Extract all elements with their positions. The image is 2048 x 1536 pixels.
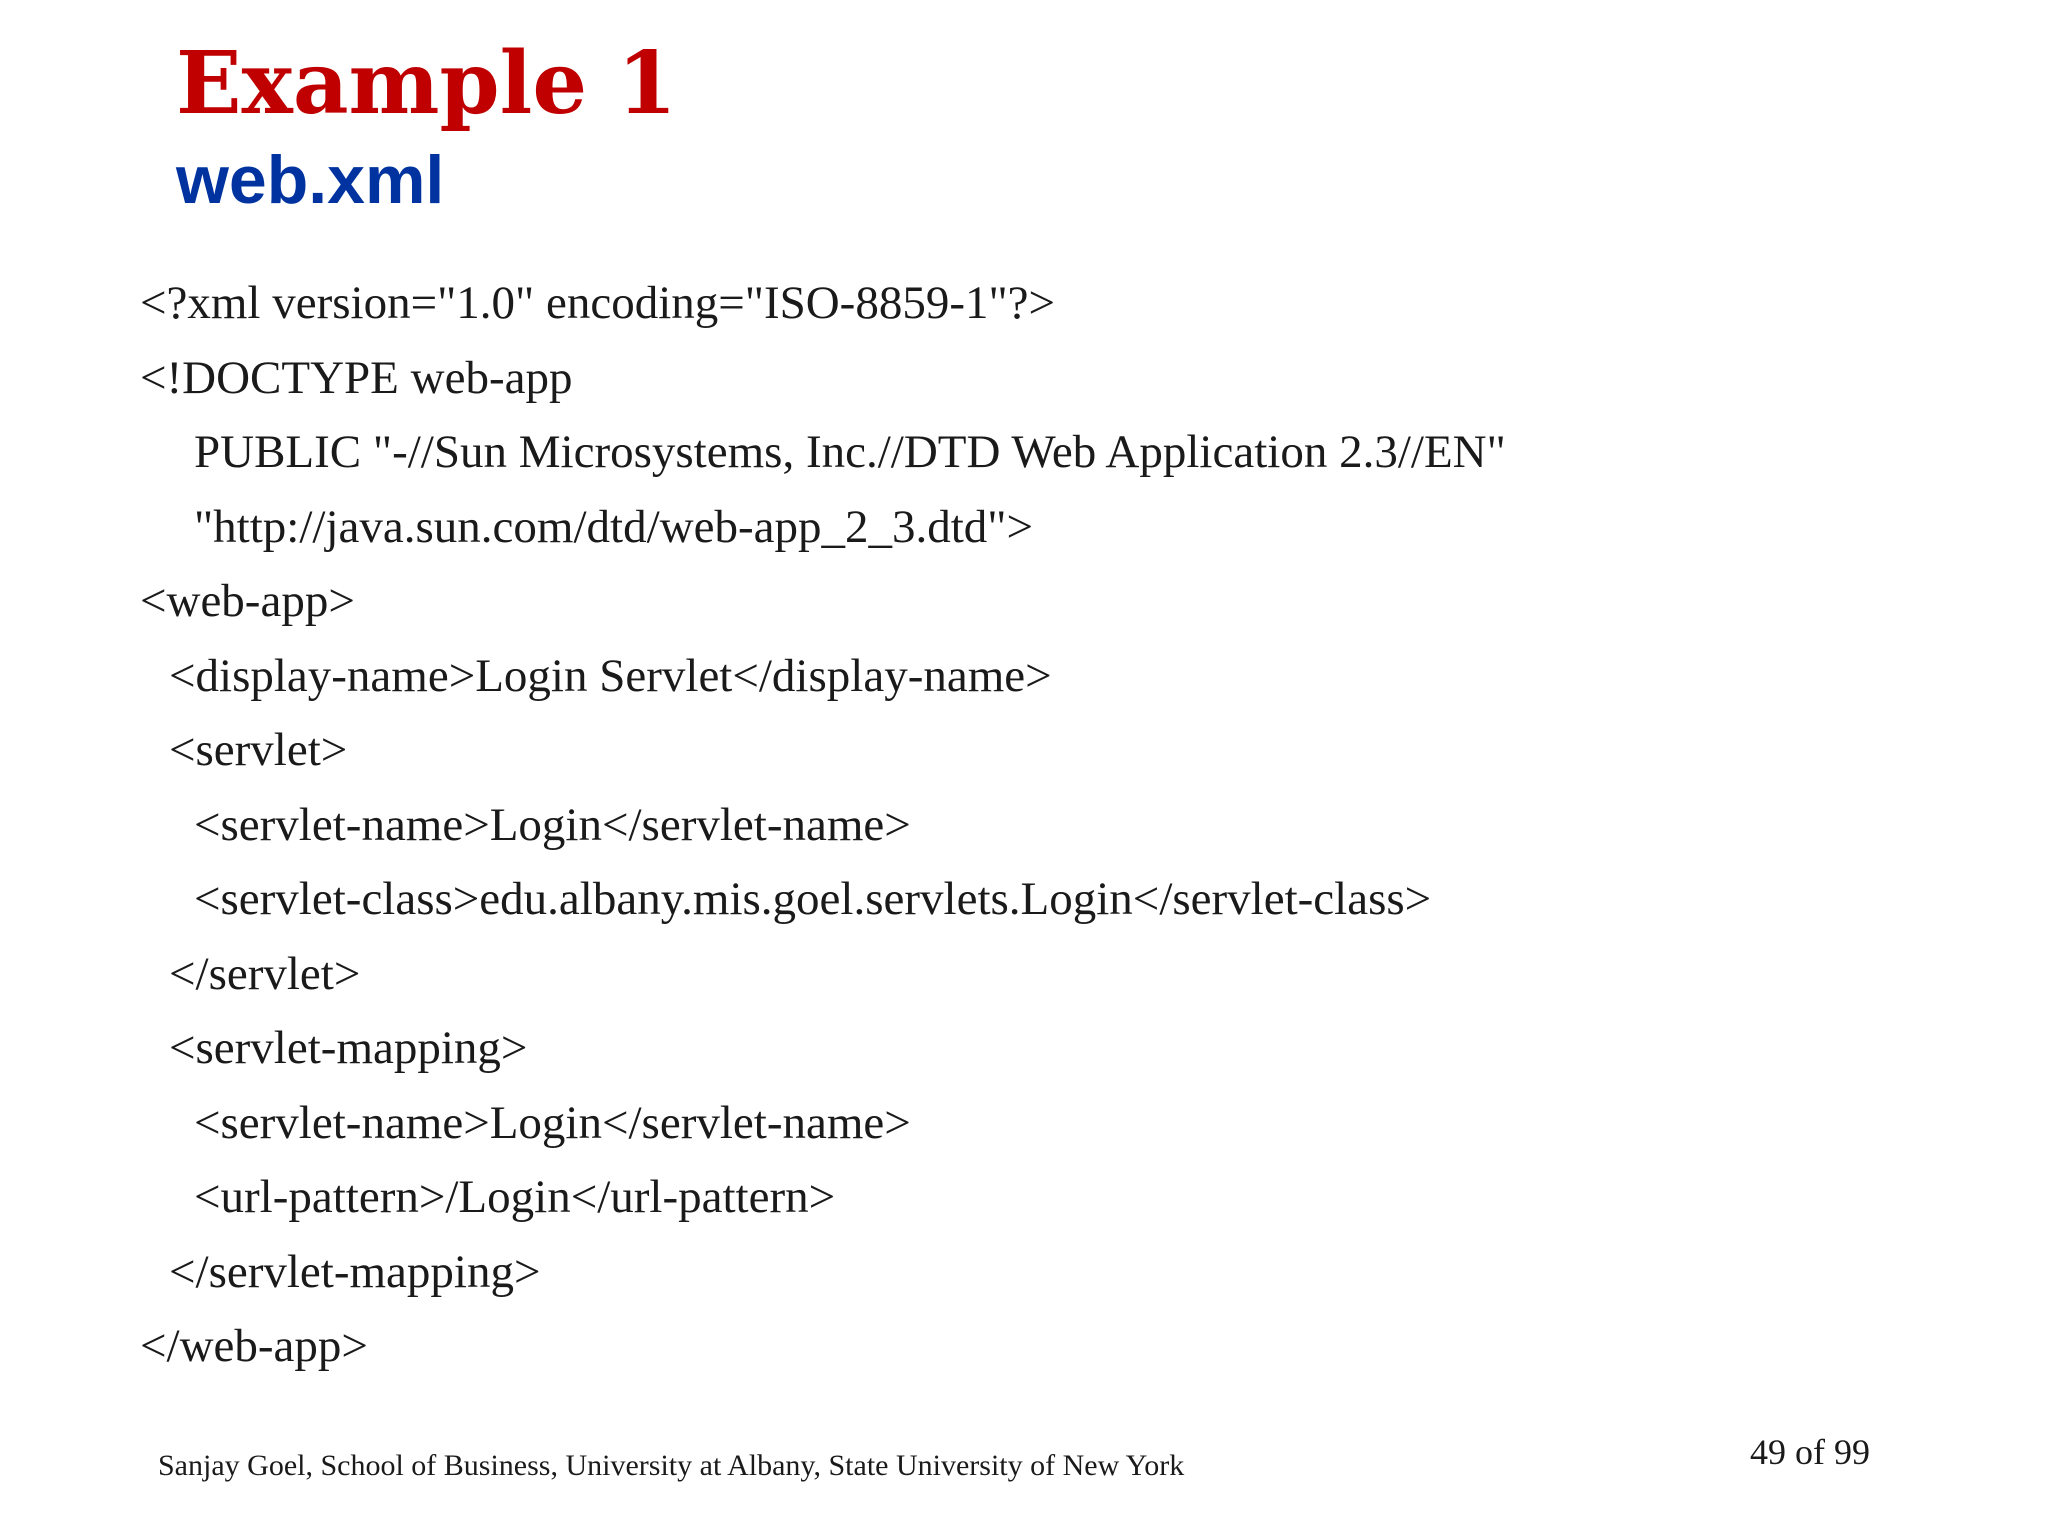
code-line-servlet-open: <servlet> [169, 724, 348, 776]
code-block [140, 266, 1506, 1384]
code-line-servlet-mapping-close: </servlet-mapping> [169, 1245, 541, 1298]
code-line-servlet-mapping-open: <servlet-mapping> [169, 1022, 528, 1074]
code-line-mapping-servlet-name: <servlet-name>Login</servlet-name> [194, 1096, 911, 1149]
code-line-web-app-close: </web-app> [140, 1320, 368, 1372]
code-line-servlet-name: <servlet-name>Login</servlet-name> [194, 798, 911, 851]
code-line-web-app-open: <web-app> [140, 575, 355, 627]
code-line-xml-declaration: <?xml version="1.0" encoding="ISO-8859-1"?> [140, 277, 1056, 329]
code-line-doctype-url: "http://java.sun.com/dtd/web-app_2_3.dtd"> [194, 500, 1033, 553]
slide-subtitle: web.xml [176, 142, 445, 218]
code-line-display-name: <display-name>Login Servlet</display-name> [169, 649, 1052, 702]
code-line-doctype: <!DOCTYPE web-app [140, 351, 573, 404]
page-number: 49 of 99 [1750, 1432, 1870, 1472]
code-line-url-pattern: <url-pattern>/Login</url-pattern> [194, 1171, 836, 1223]
code-line-servlet-class: <servlet-class>edu.albany.mis.goel.servlets.Login</servlet-class> [194, 873, 1432, 925]
code-line-servlet-close: </servlet> [169, 947, 361, 1000]
code-line-doctype-public: PUBLIC "-//Sun Microsystems, Inc.//DTD Web Application 2.3//EN" [194, 426, 1506, 478]
slide-title: Example 1 [176, 33, 677, 134]
footer-credit: Sanjay Goel, School of Business, University at Albany, State University of New York [158, 1449, 1185, 1482]
